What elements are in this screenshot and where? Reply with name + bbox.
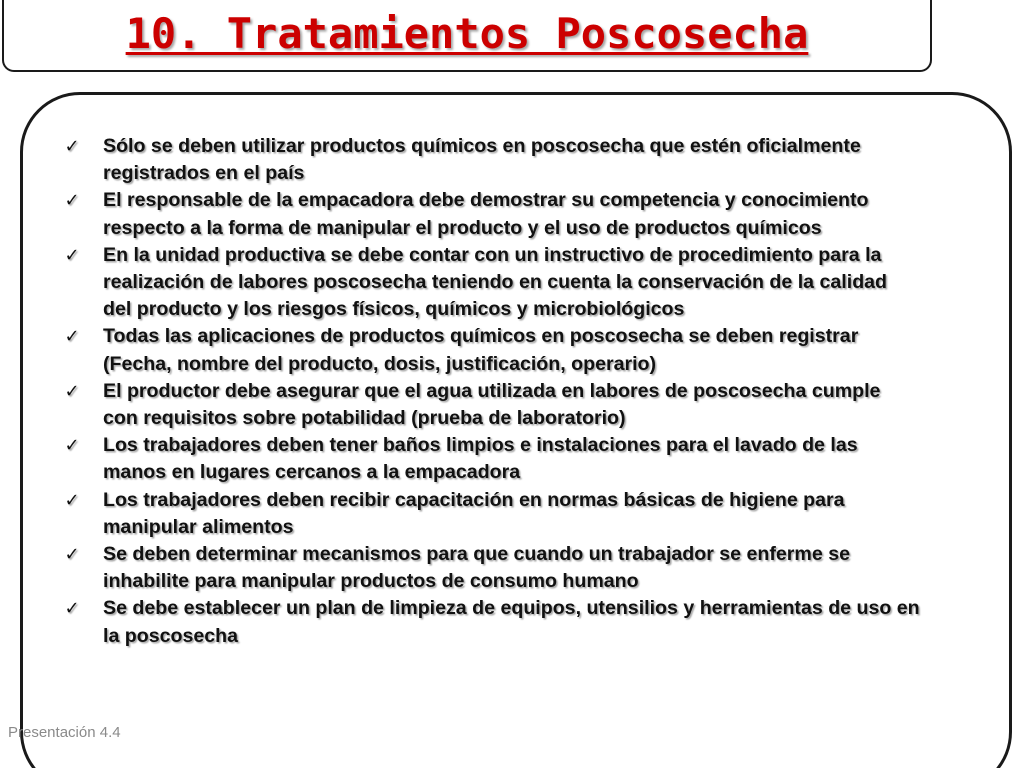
- bullet-text: Todas las aplicaciones de productos químicos en poscosecha se deben registrar (Fecha, nombre del producto, dosis, justificación, operario): [103, 325, 859, 375]
- bullet-text: Se deben determinar mecanismos para que cuando un trabajador se enferme se inhabilite para manipular productos de consumo humano: [103, 543, 850, 593]
- bullet-item: [60, 487, 920, 541]
- check-mark-icon: ✓: [64, 544, 80, 566]
- check-mark-icon: ✓: [64, 244, 80, 266]
- bullet-text: Los trabajadores deben tener baños limpios e instalaciones para el lavado de las manos en lugares cercanos a la empacadora: [103, 434, 858, 484]
- bullet-text: El responsable de la empacadora debe demostrar su competencia y conocimiento respecto a la forma de manipular el producto y el uso de productos químicos: [103, 189, 869, 239]
- bullet-list: [60, 133, 920, 650]
- bullet-text: En la unidad productiva se debe contar con un instructivo de procedimiento para la realización de labores poscosecha teniendo en cuenta la conservación de la calidad del producto y los riesgos físicos, químicos y microbiológicos: [103, 243, 888, 321]
- bullet-item: [60, 595, 920, 649]
- check-mark-icon: ✓: [64, 190, 80, 212]
- bullet-item: [60, 323, 920, 377]
- slide-footer: Presentación 4.4: [8, 724, 121, 741]
- bullet-text: Sólo se deben utilizar productos químicos en poscosecha que estén oficialmente registrados en el país: [103, 135, 861, 185]
- bullet-item: [60, 187, 920, 241]
- bullet-item: [60, 541, 920, 595]
- check-mark-icon: ✓: [64, 598, 80, 620]
- check-mark-icon: ✓: [64, 435, 80, 457]
- bullet-item: [60, 242, 920, 324]
- check-mark-icon: ✓: [64, 489, 80, 511]
- bullet-item: [60, 378, 920, 432]
- check-mark-icon: ✓: [64, 326, 80, 348]
- bullet-text: El productor debe asegurar que el agua utilizada en labores de poscosecha cumple con requisitos sobre potabilidad (prueba de laboratorio): [103, 379, 881, 430]
- check-mark-icon: ✓: [64, 136, 80, 157]
- bullet-text: Se debe establecer un plan de limpieza de equipos, utensilios y herramientas de uso en la poscosecha: [103, 597, 920, 647]
- bullet-text: Los trabajadores deben recibir capacitación en normas básicas de higiene para manipular alimentos: [103, 488, 845, 538]
- bullet-item: [60, 133, 920, 187]
- slide-title: 10. Tratamientos Poscosecha: [125, 9, 809, 58]
- check-mark-icon: ✓: [64, 380, 80, 402]
- bullet-item: [60, 432, 920, 486]
